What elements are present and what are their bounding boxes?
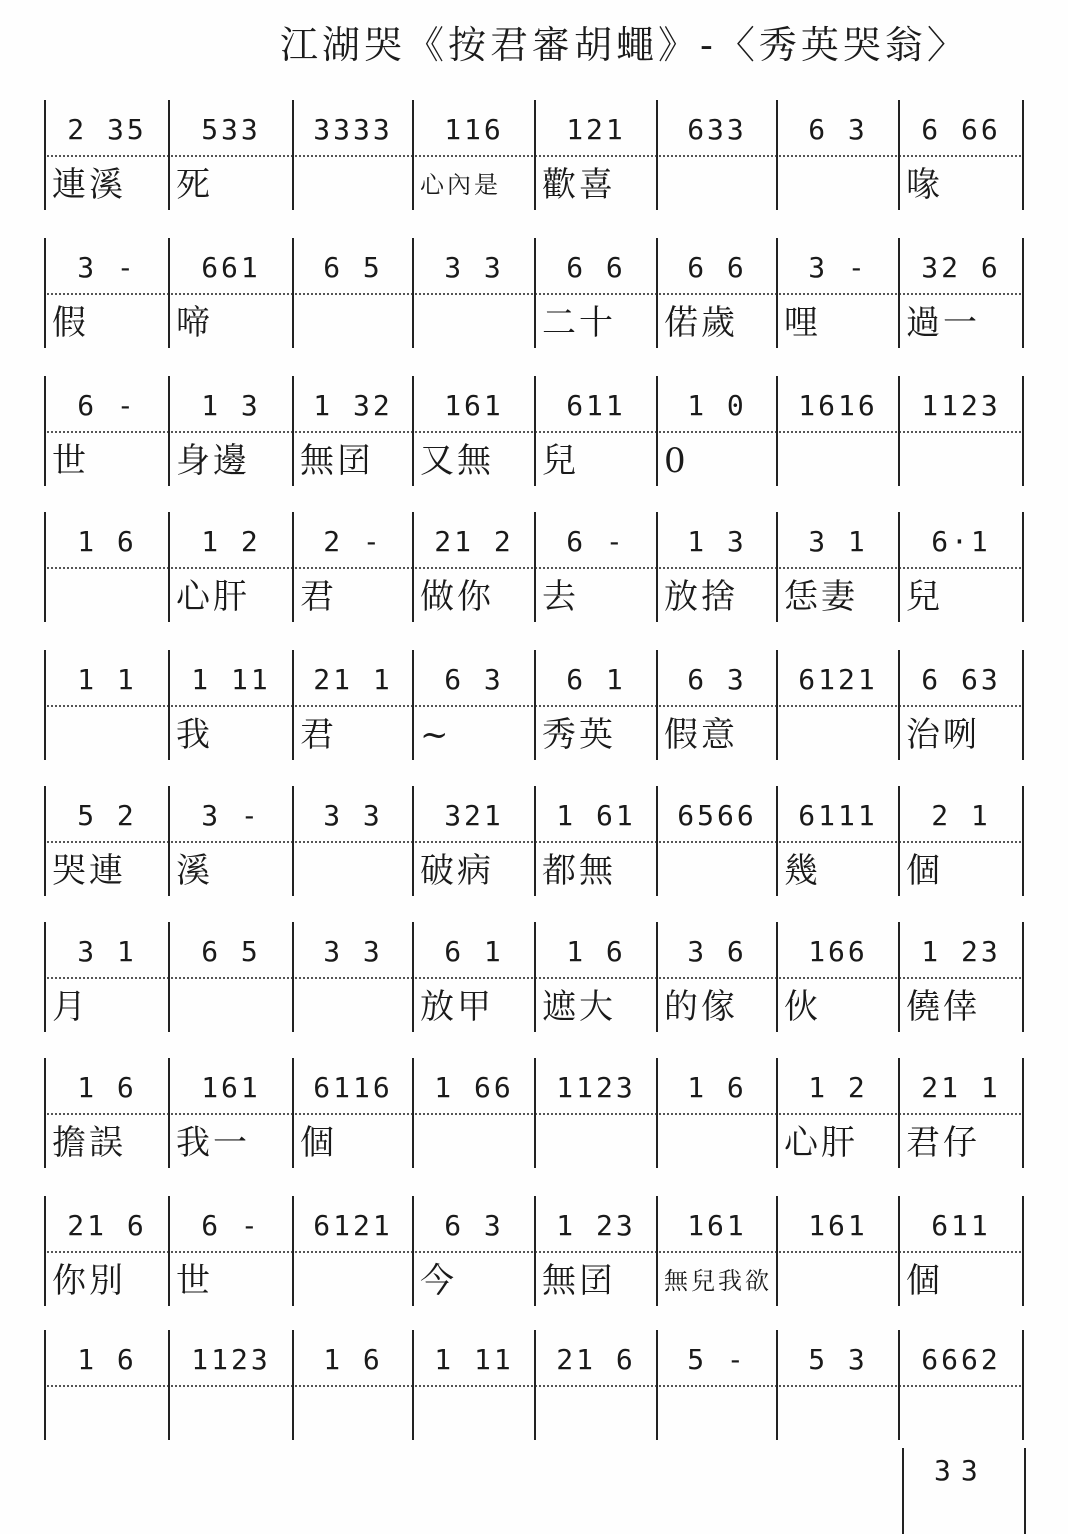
measure-lyrics [300,1258,408,1304]
measure-lyrics: 兒 [906,577,943,617]
measure [656,650,776,760]
measure-notes: 2 - [323,525,383,558]
measure [898,1058,1024,1168]
measure-lyrics: 治咧 [906,715,980,755]
measure [656,100,776,210]
measure-notes: 3 6 [687,935,747,968]
measure-lyrics [420,300,530,346]
measure-notes: 6 5 [201,935,261,968]
measure-notes: 6 5 [323,251,383,284]
measure-notes: 6 6 [687,251,747,284]
measure-notes: 6 3 [808,113,868,146]
measure [776,650,898,760]
measure-notes: 1 6 [77,525,137,558]
measure [534,376,656,486]
measure-lyrics: 心肝 [784,1123,858,1163]
measure-lyrics: 今 [420,1261,457,1301]
measure-lyrics: 喙 [906,165,943,205]
measure-notes: 6 3 [444,663,504,696]
measure-lyrics: 破病 [420,851,494,891]
measure-lyrics: 恁妻 [784,577,858,617]
measure-lyrics: 無兒我欲 [664,1267,772,1295]
measure-notes: 1 66 [434,1071,514,1104]
measure-lyrics [52,712,164,758]
score-system [44,922,1024,1042]
measure-notes: 3 3 [323,935,383,968]
measure-notes: 1 6 [566,935,626,968]
measure [292,1058,412,1168]
measure-lyrics [300,300,408,346]
measure-lyrics: 二十 [542,303,616,343]
measure [412,512,534,622]
measure-lyrics: 假 [52,303,89,343]
measure [898,650,1024,760]
measure-notes: 21 1 [921,1071,1001,1104]
measure [44,1196,168,1306]
measure-lyrics [664,1120,772,1166]
measure [292,1196,412,1306]
measure [534,238,656,348]
measure-lyrics: 無囝 [300,441,374,481]
measure-notes: 21 6 [67,1209,147,1242]
measure [44,650,168,760]
measure [44,922,168,1032]
measure [534,1330,656,1440]
measure [776,512,898,622]
score-system [44,238,1024,358]
measure [168,512,292,622]
measure-notes: 21 1 [313,663,393,696]
measure-notes: 1 61 [556,799,636,832]
measure-lyrics [906,438,1018,484]
measure-lyrics: 的傢 [664,987,738,1027]
measure-notes: 6566 [677,799,757,832]
measure-notes: 3 3 [444,251,504,284]
measure [412,1196,534,1306]
measure-lyrics [176,1392,288,1438]
measure [656,922,776,1032]
measure-notes: 611 [566,389,626,422]
measure [898,1330,1024,1440]
measure-notes: 3 - [808,251,868,284]
measure-lyrics: 君仔 [906,1123,980,1163]
score-system [44,512,1024,632]
measure-lyrics: 遮大 [542,987,616,1027]
measure [534,786,656,896]
measure-notes: 1 23 [556,1209,636,1242]
measure-notes: 21 6 [556,1343,636,1376]
measure-notes: 1 32 [313,389,393,422]
measure-notes: 6121 [798,663,878,696]
measure-lyrics: 哩 [784,303,821,343]
measure [412,100,534,210]
measure [292,786,412,896]
measure [44,1330,168,1440]
measure-lyrics [784,712,894,758]
measure [292,512,412,622]
measure-lyrics: 世 [176,1261,213,1301]
measure-notes: 2 1 [931,799,991,832]
measure-lyrics: 個 [906,851,943,891]
measure-lyrics [52,1392,164,1438]
measure [656,1058,776,1168]
score-system [44,1330,1024,1450]
measure-lyrics: 世 [52,441,89,481]
measure-notes: 116 [444,113,504,146]
measure-lyrics [542,1120,652,1166]
measure-lyrics: 兒 [542,441,579,481]
measure [534,100,656,210]
measure-lyrics [300,848,408,894]
measure [412,922,534,1032]
measure-notes: 6 - [201,1209,261,1242]
measure-notes: 1 23 [921,935,1001,968]
measure-notes: 166 [808,935,868,968]
measure-notes: 1 0 [687,389,747,422]
measure [776,100,898,210]
measure [412,238,534,348]
measure [44,376,168,486]
measure-lyrics [784,1258,894,1304]
measure [776,1058,898,1168]
score-system [44,1196,1024,1316]
measure-lyrics: 去 [542,577,579,617]
page-number-box [902,1448,1026,1534]
measure-lyrics [664,1392,772,1438]
measure-notes: 161 [444,389,504,422]
measure-lyrics: 幾 [784,851,821,891]
measure-notes: 1 2 [808,1071,868,1104]
measure-lyrics: 月 [52,987,89,1027]
score-system [44,786,1024,906]
measure [776,238,898,348]
measure-lyrics: 又無 [420,441,494,481]
measure-lyrics: 過一 [906,303,980,343]
measure-lyrics [784,438,894,484]
measure-notes: 6·1 [931,525,991,558]
measure-notes: 3333 [313,113,393,146]
measure-notes: 6116 [313,1071,393,1104]
measure [776,786,898,896]
measure-lyrics: 溪 [176,851,213,891]
measure-notes: 1123 [191,1343,271,1376]
measure-notes: 6662 [921,1343,1001,1376]
measure-notes: 6 6 [566,251,626,284]
measure-notes: 3 - [77,251,137,284]
score-title: 江湖哭《按君審胡蠅》-〈秀英哭翁〉 [280,23,969,67]
measure-lyrics: 假意 [664,715,738,755]
measure [656,238,776,348]
measure-lyrics: 君 [300,715,337,755]
measure-lyrics [176,984,288,1030]
measure-notes: 6 1 [444,935,504,968]
page-number: 33 [934,1454,988,1487]
measure [898,512,1024,622]
measure [898,1196,1024,1306]
measure-notes: 32 6 [921,251,1001,284]
measure-lyrics: 連溪 [52,165,126,205]
measure [44,238,168,348]
measure-lyrics: 伙 [784,987,821,1027]
measure-lyrics [906,1392,1018,1438]
measure-lyrics: 哭連 [52,851,126,891]
measure-lyrics [664,848,772,894]
measure-lyrics [664,162,772,208]
measure-notes: 3 1 [77,935,137,968]
measure [776,1330,898,1440]
measure [898,238,1024,348]
measure-lyrics: 放捨 [664,577,738,617]
measure-notes: 5 3 [808,1343,868,1376]
measure [534,1196,656,1306]
measure-notes: 6 66 [921,113,1001,146]
measure-notes: 321 [444,799,504,832]
measure-notes: 1 6 [77,1071,137,1104]
measure [656,512,776,622]
measure-lyrics: 做你 [420,577,494,617]
measure [412,1058,534,1168]
measure-lyrics: ~ [420,715,452,755]
measure [534,650,656,760]
measure [534,922,656,1032]
measure-notes: 1 6 [687,1071,747,1104]
measure [534,1058,656,1168]
measure [168,922,292,1032]
measure [168,1196,292,1306]
measure-notes: 6 - [77,389,137,422]
measure-notes: 6111 [798,799,878,832]
measure-lyrics [542,1392,652,1438]
measure-notes: 5 2 [77,799,137,832]
measure [656,1196,776,1306]
measure-lyrics: 個 [906,1261,943,1301]
measure [412,650,534,760]
measure [898,376,1024,486]
measure-lyrics: 身邊 [176,441,250,481]
measure [656,1330,776,1440]
measure-lyrics: 秀英 [542,715,616,755]
measure [44,1058,168,1168]
measure-notes: 21 2 [434,525,514,558]
measure-lyrics: 0 [664,441,689,481]
measure-lyrics: 心肝 [176,577,250,617]
measure-lyrics: 僥倖 [906,987,980,1027]
measure [776,922,898,1032]
measure-notes: 1616 [798,389,878,422]
measure-lyrics [420,1120,530,1166]
measure-notes: 6 3 [444,1209,504,1242]
measure-notes: 1123 [921,389,1001,422]
measure [898,786,1024,896]
measure [44,100,168,210]
measure-notes: 1 6 [77,1343,137,1376]
measure-lyrics: 偌歲 [664,303,738,343]
measure-notes: 1 11 [434,1343,514,1376]
score-system [44,650,1024,770]
measure-lyrics [300,984,408,1030]
measure-lyrics [784,1392,894,1438]
measure-notes: 3 1 [808,525,868,558]
measure [412,786,534,896]
measure-notes: 1 3 [687,525,747,558]
measure-lyrics [420,1392,530,1438]
measure-notes: 5 - [687,1343,747,1376]
measure-notes: 161 [201,1071,261,1104]
measure-notes: 661 [201,251,261,284]
measure [292,1330,412,1440]
measure [168,100,292,210]
measure [656,786,776,896]
measure [898,100,1024,210]
measure-notes: 633 [687,113,747,146]
measure-lyrics: 啼 [176,303,213,343]
measure-lyrics: 我 [176,715,213,755]
measure-notes: 533 [201,113,261,146]
measure-lyrics: 擔誤 [52,1123,126,1163]
measure [168,238,292,348]
measure-notes: 611 [931,1209,991,1242]
score-system [44,376,1024,496]
measure [44,512,168,622]
measure-lyrics: 個 [300,1123,337,1163]
measure-notes: 2 35 [67,113,147,146]
measure-notes: 1 6 [323,1343,383,1376]
measure-lyrics: 無囝 [542,1261,616,1301]
score-system [44,1058,1024,1178]
measure [168,376,292,486]
measure-lyrics [300,162,408,208]
measure-notes: 6 3 [687,663,747,696]
measure-lyrics [784,162,894,208]
measure-lyrics: 君 [300,577,337,617]
measure [292,376,412,486]
measure-notes: 161 [687,1209,747,1242]
measure [898,922,1024,1032]
measure [292,100,412,210]
measure-lyrics: 歡喜 [542,165,616,205]
measure-notes: 6 63 [921,663,1001,696]
measure [292,922,412,1032]
measure [168,1330,292,1440]
measure-lyrics [300,1392,408,1438]
measure [534,512,656,622]
measure [776,1196,898,1306]
measure [656,376,776,486]
measure-notes: 1 3 [201,389,261,422]
measure-notes: 161 [808,1209,868,1242]
measure-notes: 6 1 [566,663,626,696]
measure [292,650,412,760]
measure-notes: 1 1 [77,663,137,696]
measure-lyrics: 你別 [52,1261,126,1301]
measure-notes: 1123 [556,1071,636,1104]
measure [168,786,292,896]
measure [412,1330,534,1440]
measure-notes: 6121 [313,1209,393,1242]
measure-lyrics: 心內是 [420,171,501,199]
score-system [44,100,1024,220]
measure-notes: 1 11 [191,663,271,696]
measure-lyrics: 我一 [176,1123,250,1163]
measure-lyrics [52,574,164,620]
measure-notes: 1 2 [201,525,261,558]
measure [292,238,412,348]
measure [168,650,292,760]
measure-lyrics: 死 [176,165,213,205]
measure-notes: 121 [566,113,626,146]
measure [44,786,168,896]
measure [412,376,534,486]
measure-lyrics: 放甲 [420,987,494,1027]
measure [168,1058,292,1168]
measure [776,376,898,486]
measure-notes: 6 - [566,525,626,558]
measure-notes: 3 3 [323,799,383,832]
measure-lyrics: 都無 [542,851,616,891]
measure-notes: 3 - [201,799,261,832]
